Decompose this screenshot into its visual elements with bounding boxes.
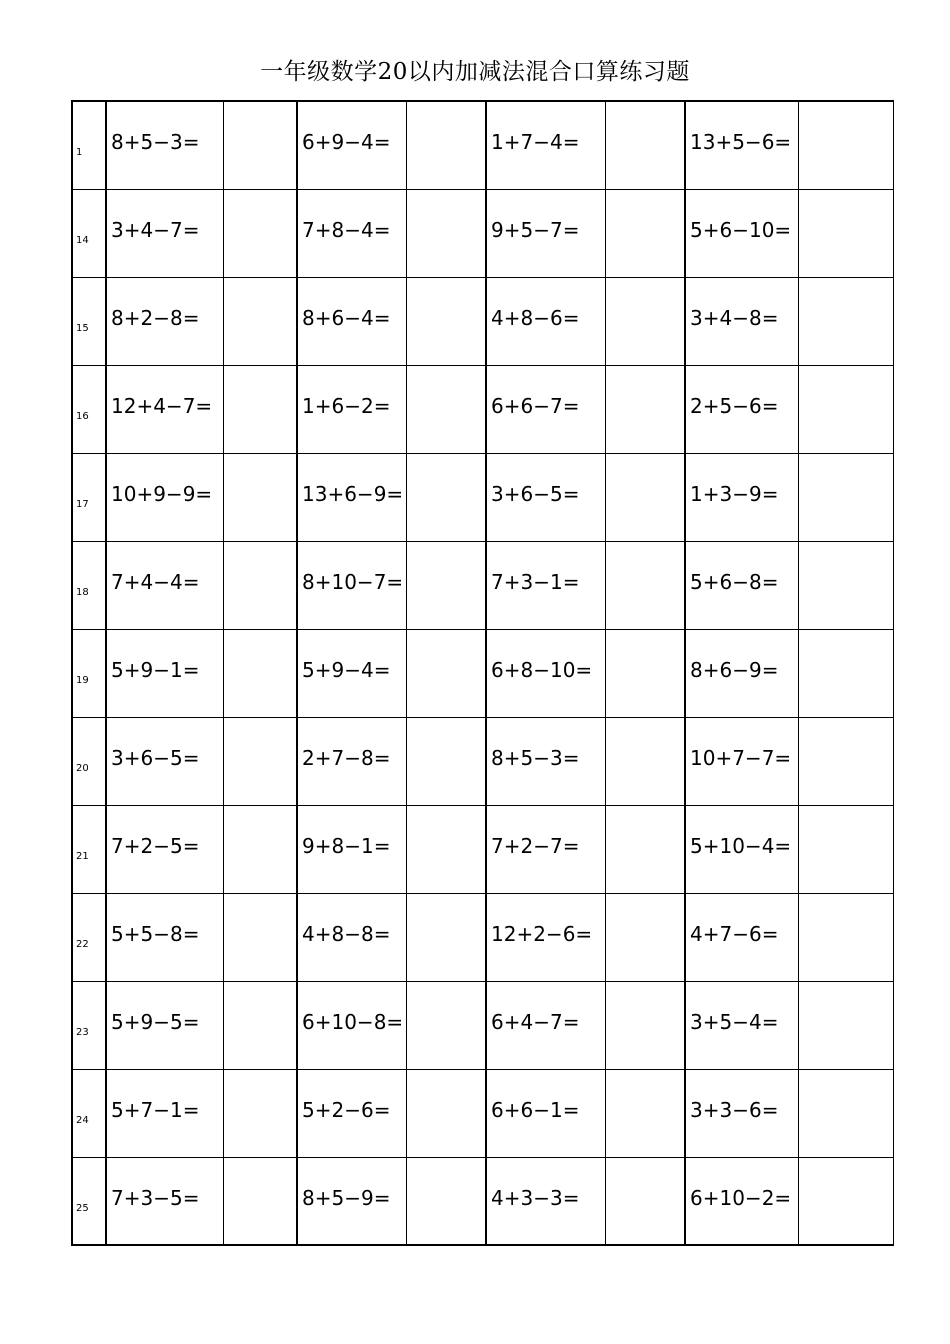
answer-cell[interactable] — [223, 981, 297, 1069]
row-number: 22 — [76, 938, 89, 950]
problem-text: 5+6−8= — [690, 569, 779, 594]
answer-cell[interactable] — [605, 189, 685, 277]
answer-cell[interactable] — [605, 805, 685, 893]
answer-cell[interactable] — [798, 453, 893, 541]
problem-cell — [685, 1069, 798, 1157]
table-row — [72, 277, 893, 365]
answer-cell[interactable] — [223, 629, 297, 717]
answer-cell[interactable] — [406, 981, 486, 1069]
problem-text: 9+5−7= — [491, 217, 580, 242]
problem-cell — [486, 629, 605, 717]
answer-cell[interactable] — [223, 365, 297, 453]
answer-cell[interactable] — [223, 541, 297, 629]
row-number: 15 — [76, 322, 89, 334]
table-row — [72, 717, 893, 805]
row-number-cell — [72, 453, 106, 541]
answer-cell[interactable] — [406, 805, 486, 893]
problem-cell — [106, 893, 223, 981]
answer-cell[interactable] — [605, 981, 685, 1069]
problem-text: 6+4−7= — [491, 1009, 580, 1034]
problem-text: 2+5−6= — [690, 393, 779, 418]
answer-cell[interactable] — [223, 717, 297, 805]
answer-cell[interactable] — [406, 365, 486, 453]
answer-cell[interactable] — [223, 893, 297, 981]
problem-text: 1+7−4= — [491, 130, 580, 154]
problem-text: 4+7−6= — [690, 921, 779, 946]
problem-text: 5+10−4= — [690, 833, 792, 858]
problem-text: 10+7−7= — [690, 745, 792, 770]
problem-text: 6+6−7= — [491, 393, 580, 418]
problem-text: 7+2−7= — [491, 833, 580, 858]
problem-text: 7+8−4= — [302, 217, 391, 242]
problem-cell — [297, 717, 406, 805]
row-number-cell — [72, 981, 106, 1069]
problem-text: 7+3−1= — [491, 569, 580, 594]
problem-cell — [486, 1157, 605, 1245]
row-number-cell — [72, 365, 106, 453]
problem-cell — [685, 893, 798, 981]
problem-text: 3+6−5= — [111, 745, 200, 770]
problem-cell — [685, 453, 798, 541]
answer-cell[interactable] — [223, 277, 297, 365]
problem-cell — [685, 541, 798, 629]
row-number: 17 — [76, 498, 89, 510]
problem-text: 6+9−4= — [302, 130, 391, 154]
answer-cell[interactable] — [223, 453, 297, 541]
row-number: 16 — [76, 410, 89, 422]
problem-cell — [297, 277, 406, 365]
answer-cell[interactable] — [798, 805, 893, 893]
problem-text: 8+10−7= — [302, 569, 404, 594]
problem-text: 5+5−8= — [111, 921, 200, 946]
problem-cell — [685, 277, 798, 365]
row-number: 25 — [76, 1202, 89, 1214]
table-row — [72, 365, 893, 453]
problem-cell — [106, 541, 223, 629]
table-row — [72, 629, 893, 717]
answer-cell[interactable] — [605, 365, 685, 453]
problem-cell — [685, 365, 798, 453]
problem-cell — [297, 1069, 406, 1157]
problem-cell — [297, 101, 406, 189]
table-row — [72, 541, 893, 629]
problem-cell — [297, 541, 406, 629]
problem-text: 3+4−7= — [111, 217, 200, 242]
table-row — [72, 1069, 893, 1157]
problem-text: 8+6−4= — [302, 305, 391, 330]
problem-cell — [486, 541, 605, 629]
problem-text: 4+8−8= — [302, 921, 391, 946]
answer-cell[interactable] — [406, 629, 486, 717]
problem-cell — [297, 365, 406, 453]
answer-cell[interactable] — [605, 717, 685, 805]
problem-text: 6+10−2= — [690, 1185, 792, 1210]
row-number: 21 — [76, 850, 89, 862]
problem-cell — [297, 629, 406, 717]
answer-cell[interactable] — [223, 1157, 297, 1245]
table-row — [72, 805, 893, 893]
problem-text: 7+3−5= — [111, 1185, 200, 1210]
problem-cell — [486, 893, 605, 981]
row-number: 20 — [76, 762, 89, 774]
problem-cell — [685, 981, 798, 1069]
problem-cell — [106, 981, 223, 1069]
problem-text: 6+8−10= — [491, 657, 593, 682]
problem-cell — [486, 717, 605, 805]
row-number: 19 — [76, 674, 89, 686]
problem-cell — [297, 1157, 406, 1245]
answer-cell[interactable] — [223, 1069, 297, 1157]
answer-cell[interactable] — [406, 189, 486, 277]
problem-cell — [685, 101, 798, 189]
problem-cell — [486, 981, 605, 1069]
row-number-cell — [72, 893, 106, 981]
problem-text: 3+6−5= — [491, 481, 580, 506]
answer-cell[interactable] — [406, 1069, 486, 1157]
row-number: 14 — [76, 234, 89, 246]
table-row — [72, 893, 893, 981]
table-row — [72, 453, 893, 541]
problem-cell — [486, 277, 605, 365]
problem-cell — [486, 101, 605, 189]
problem-cell — [106, 717, 223, 805]
answer-cell[interactable] — [406, 277, 486, 365]
answer-cell[interactable] — [605, 101, 685, 189]
problem-text: 3+3−6= — [690, 1097, 779, 1122]
problem-cell — [297, 893, 406, 981]
answer-cell[interactable] — [798, 189, 893, 277]
problem-cell — [486, 805, 605, 893]
problem-cell — [106, 1157, 223, 1245]
worksheet-table — [71, 100, 894, 1246]
problem-text: 5+2−6= — [302, 1097, 391, 1122]
row-number-cell — [72, 805, 106, 893]
answer-cell[interactable] — [406, 1157, 486, 1245]
problem-cell — [486, 365, 605, 453]
problem-cell — [486, 453, 605, 541]
problem-cell — [297, 189, 406, 277]
answer-cell[interactable] — [406, 453, 486, 541]
answer-cell[interactable] — [798, 1069, 893, 1157]
answer-cell[interactable] — [605, 1157, 685, 1245]
problem-cell — [297, 453, 406, 541]
problem-text: 3+5−4= — [690, 1009, 779, 1034]
answer-cell[interactable] — [406, 101, 486, 189]
problem-cell — [106, 1069, 223, 1157]
row-number: 24 — [76, 1114, 89, 1126]
answer-cell[interactable] — [406, 717, 486, 805]
answer-cell[interactable] — [605, 893, 685, 981]
problem-cell — [685, 1157, 798, 1245]
answer-cell[interactable] — [605, 277, 685, 365]
problem-cell — [685, 805, 798, 893]
problem-text: 5+6−10= — [690, 217, 792, 242]
answer-cell[interactable] — [223, 805, 297, 893]
answer-cell[interactable] — [223, 101, 297, 189]
table-row — [72, 1157, 893, 1245]
answer-cell[interactable] — [798, 981, 893, 1069]
row-number: 1 — [76, 147, 83, 158]
table-row — [72, 101, 893, 189]
row-number-cell — [72, 189, 106, 277]
problem-text: 12+2−6= — [491, 921, 593, 946]
answer-cell[interactable] — [798, 101, 893, 189]
problem-text: 5+9−1= — [111, 657, 200, 682]
problem-text: 12+4−7= — [111, 393, 213, 418]
problem-text: 2+7−8= — [302, 745, 391, 770]
answer-cell[interactable] — [798, 629, 893, 717]
problem-cell — [106, 365, 223, 453]
problem-cell — [297, 981, 406, 1069]
table-row — [72, 981, 893, 1069]
row-number-cell — [72, 717, 106, 805]
problem-text: 8+5−3= — [491, 745, 580, 770]
problem-text: 8+5−3= — [111, 130, 200, 154]
row-number-cell — [72, 101, 106, 189]
problem-text: 8+2−8= — [111, 305, 200, 330]
problem-text: 13+5−6= — [690, 130, 792, 154]
problem-text: 13+6−9= — [302, 481, 404, 506]
problem-text: 8+5−9= — [302, 1185, 391, 1210]
problem-text: 3+4−8= — [690, 305, 779, 330]
answer-cell[interactable] — [605, 1069, 685, 1157]
problem-text: 7+2−5= — [111, 833, 200, 858]
problem-cell — [297, 805, 406, 893]
problem-cell — [685, 717, 798, 805]
row-number-cell — [72, 277, 106, 365]
problem-cell — [685, 629, 798, 717]
problem-cell — [106, 805, 223, 893]
row-number: 18 — [76, 586, 89, 598]
problem-text: 1+6−2= — [302, 393, 391, 418]
problem-text: 7+4−4= — [111, 569, 200, 594]
problem-cell — [486, 189, 605, 277]
problem-text: 4+3−3= — [491, 1185, 580, 1210]
row-number: 23 — [76, 1026, 89, 1038]
answer-cell[interactable] — [605, 541, 685, 629]
answer-cell[interactable] — [798, 717, 893, 805]
answer-cell[interactable] — [798, 541, 893, 629]
answer-cell[interactable] — [406, 541, 486, 629]
answer-cell[interactable] — [605, 453, 685, 541]
table-row — [72, 189, 893, 277]
answer-cell[interactable] — [605, 629, 685, 717]
problem-cell — [106, 629, 223, 717]
problem-text: 4+8−6= — [491, 305, 580, 330]
problem-text: 6+6−1= — [491, 1097, 580, 1122]
problem-cell — [106, 189, 223, 277]
answer-cell[interactable] — [798, 277, 893, 365]
problem-text: 10+9−9= — [111, 481, 213, 506]
problem-text: 5+7−1= — [111, 1097, 200, 1122]
answer-cell[interactable] — [406, 893, 486, 981]
problem-text: 5+9−5= — [111, 1009, 200, 1034]
problem-text: 8+6−9= — [690, 657, 779, 682]
answer-cell[interactable] — [798, 893, 893, 981]
problem-cell — [106, 277, 223, 365]
row-number-cell — [72, 1157, 106, 1245]
problem-cell — [486, 1069, 605, 1157]
row-number-cell — [72, 629, 106, 717]
page-title: 一年级数学20以内加减法混合口算练习题 — [260, 59, 690, 85]
answer-cell[interactable] — [798, 1157, 893, 1245]
problem-cell — [685, 189, 798, 277]
problem-text: 5+9−4= — [302, 657, 391, 682]
problem-cell — [106, 453, 223, 541]
answer-cell[interactable] — [798, 365, 893, 453]
problem-text: 1+3−9= — [690, 481, 779, 506]
problem-text: 6+10−8= — [302, 1009, 404, 1034]
row-number-cell — [72, 541, 106, 629]
problem-text: 9+8−1= — [302, 833, 391, 858]
row-number-cell — [72, 1069, 106, 1157]
problem-cell — [106, 101, 223, 189]
answer-cell[interactable] — [223, 189, 297, 277]
